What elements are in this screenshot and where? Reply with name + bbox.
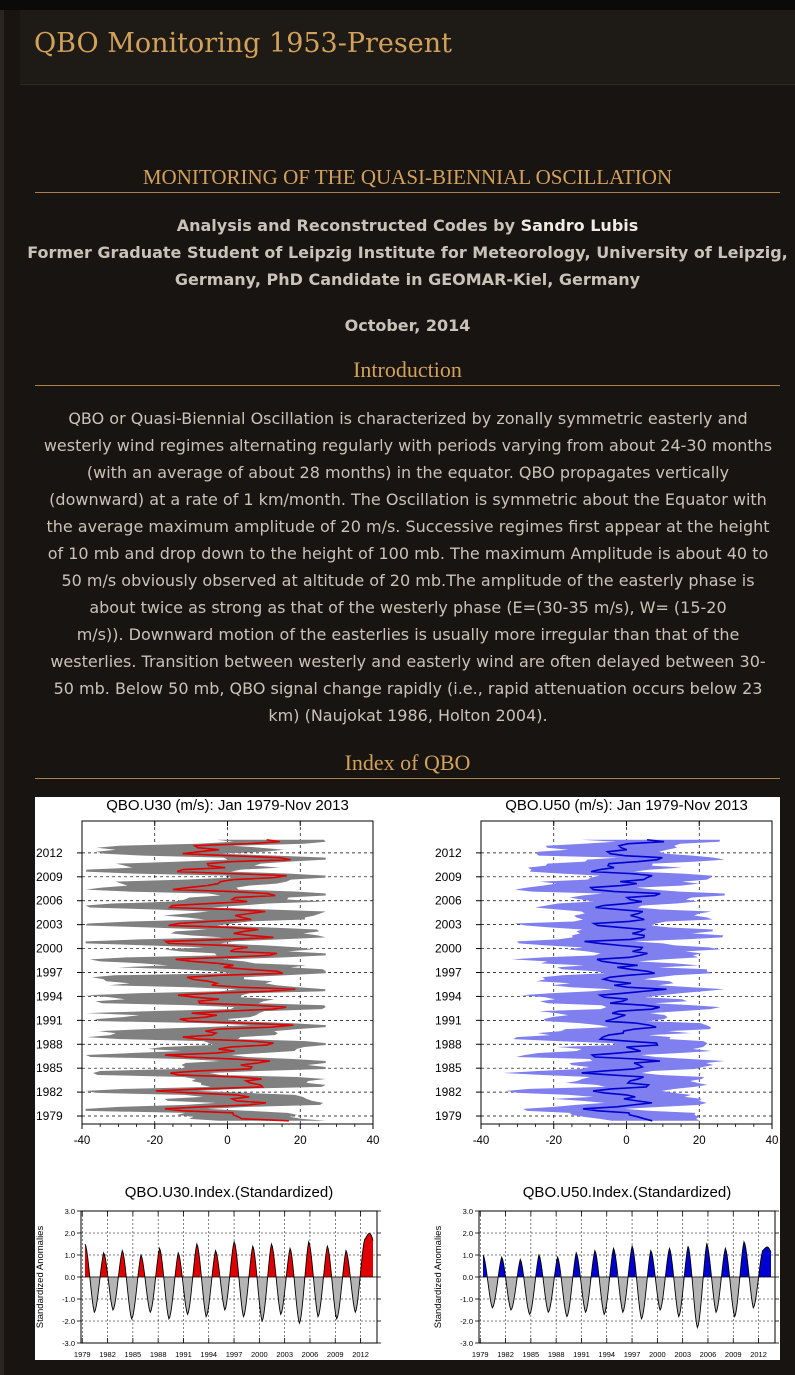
negative-area — [654, 1271, 664, 1310]
x-tick-label: 1985 — [124, 1350, 142, 1359]
site-header — [20, 10, 795, 85]
positive-area — [590, 1251, 598, 1285]
intro-line: of 10 mb and drop down to the height of 100 mb. The maximum Amplitude is about 40 to — [47, 544, 769, 563]
x-tick-label: 2009 — [326, 1350, 344, 1359]
negative-area — [599, 1273, 609, 1315]
x-tick-label: 1988 — [547, 1350, 565, 1359]
y-tick-label: 1991 — [435, 1013, 462, 1028]
y-tick-label: 0.0 — [462, 1273, 473, 1282]
negative-area — [673, 1272, 683, 1317]
y-tick-label: 2003 — [36, 917, 63, 932]
y-tick-label: -3.0 — [62, 1339, 75, 1348]
y-tick-label: 3.0 — [462, 1207, 473, 1216]
affiliation-line-2: Germany, PhD Candidate in GEOMAR-Kiel, Germany — [174, 270, 641, 289]
intro-line: westerlies. Transition between westerly and easterly wind are often delayed between 30- — [50, 652, 766, 671]
y-tick-label: 1988 — [435, 1037, 462, 1052]
positive-area — [248, 1246, 256, 1285]
y-tick-label: -1.0 — [460, 1295, 473, 1304]
x-tick-label: 1991 — [175, 1350, 192, 1359]
author-name: Sandro Lubis — [520, 216, 639, 235]
y-tick-label: 2009 — [36, 869, 63, 884]
negative-area — [107, 1272, 117, 1310]
x-tick-label: 1979 — [73, 1350, 91, 1359]
y-tick-label: 2012 — [36, 845, 63, 860]
y-tick-label: 2000 — [36, 941, 63, 956]
y-axis-label: Standardized Anomalies — [35, 1225, 46, 1329]
y-tick-label: 2.0 — [462, 1229, 473, 1238]
x-tick-label: 1982 — [497, 1350, 514, 1359]
x-tick-label: 1991 — [573, 1350, 590, 1359]
x-tick-label: 1997 — [623, 1350, 641, 1359]
y-tick-label: 2006 — [36, 893, 63, 908]
positive-area — [721, 1248, 729, 1283]
y-tick-label: -1.0 — [62, 1295, 75, 1304]
y-tick-label: 1991 — [36, 1013, 63, 1028]
main-title: MONITORING OF THE QUASI-BIENNIAL OSCILLATION — [35, 165, 780, 193]
introduction-paragraph — [34, 405, 782, 729]
positive-area — [285, 1248, 293, 1285]
qbo-figure-svg — [35, 797, 780, 1360]
x-tick-label: 40 — [765, 1135, 779, 1147]
y-tick-label: 1994 — [36, 989, 63, 1004]
positive-area — [609, 1248, 617, 1285]
intro-line: westerly wind regimes alternating regularly with periods varying from about 24-30 months — [43, 436, 773, 455]
x-tick-label: -20 — [146, 1135, 164, 1147]
x-tick-label: 2006 — [301, 1350, 319, 1359]
x-tick-label: 20 — [293, 1135, 307, 1147]
x-tick-label: 2000 — [251, 1350, 268, 1359]
y-tick-label: 1997 — [435, 965, 462, 980]
positive-area — [483, 1255, 487, 1277]
x-tick-label: 0 — [224, 1135, 231, 1147]
y-tick-label: 3.0 — [64, 1207, 75, 1216]
x-tick-label: 40 — [366, 1135, 380, 1147]
y-tick-label: 1.0 — [462, 1251, 473, 1260]
publication-date: October, 2014 — [344, 316, 471, 335]
x-tick-label: 1982 — [99, 1350, 116, 1359]
intro-line: (with an average of about 28 months) in the equator. QBO propagates vertically — [86, 463, 730, 482]
y-tick-label: 1.0 — [64, 1251, 75, 1260]
byline-prefix: Analysis and Reconstructed Codes by — [176, 216, 516, 235]
y-tick-label: -2.0 — [460, 1317, 473, 1326]
negative-area — [294, 1275, 304, 1324]
y-tick-label: 1988 — [36, 1037, 63, 1052]
intro-line: km) (Naujokat 1986, Holton 2004). — [268, 706, 548, 725]
y-axis-label: Standardized Anomalies — [433, 1225, 444, 1329]
intro-line: about twice as strong as that of the westerly phase (E=(30-35 m/s), W= (15-20 — [89, 598, 727, 617]
y-tick-label: 2006 — [435, 893, 462, 908]
x-tick-label: -20 — [545, 1135, 563, 1147]
x-tick-label: 20 — [692, 1135, 706, 1147]
y-tick-label: 1985 — [435, 1061, 462, 1076]
intro-line: 50 m/s obviously observed at altitude of 20 mb.The amplitude of the easterly phase is — [61, 571, 755, 590]
chart-title: QBO.U30.Index.(Standardized) — [124, 1184, 334, 1201]
negative-area — [256, 1272, 266, 1321]
positive-area — [323, 1246, 331, 1285]
qbo-figure — [35, 797, 780, 1360]
intro-line: the average maximum amplitude of 20 m/s. Successive regimes first appear at the height — [46, 517, 770, 536]
intro-line: (downward) at a rate of 1 km/month. The Oscillation is symmetric about the Equator with — [49, 490, 767, 509]
top-bar — [0, 0, 795, 10]
x-tick-label: 2003 — [276, 1350, 294, 1359]
x-tick-label: 2006 — [699, 1350, 717, 1359]
introduction-heading: Introduction — [35, 357, 780, 386]
x-tick-label: 2003 — [674, 1350, 692, 1359]
y-tick-label: 1997 — [36, 965, 63, 980]
y-tick-label: 2.0 — [64, 1229, 75, 1238]
site-title-link[interactable]: QBO Monitoring 1953-Present — [34, 28, 452, 59]
x-tick-label: 1994 — [598, 1350, 616, 1359]
spread-band — [503, 840, 725, 1121]
y-tick-label: 2012 — [435, 845, 462, 860]
x-tick-label: -40 — [472, 1135, 490, 1147]
y-tick-label: 1985 — [36, 1061, 63, 1076]
y-tick-label: 2009 — [435, 869, 462, 884]
x-tick-label: 2000 — [649, 1350, 666, 1359]
chart-title: QBO.U50 (m/s): Jan 1979-Nov 2013 — [505, 797, 748, 814]
negative-area — [617, 1270, 627, 1312]
x-tick-label: 2012 — [750, 1350, 767, 1359]
x-tick-label: 1979 — [471, 1350, 489, 1359]
positive-area — [118, 1251, 126, 1284]
y-tick-label: 2000 — [435, 941, 462, 956]
y-tick-label: 1982 — [435, 1085, 462, 1100]
x-tick-label: 1988 — [149, 1350, 167, 1359]
y-tick-label: -3.0 — [460, 1339, 473, 1348]
x-tick-label: 1985 — [522, 1350, 540, 1359]
y-tick-label: 1982 — [36, 1085, 63, 1100]
y-tick-label: 1979 — [36, 1109, 63, 1124]
x-tick-label: 2012 — [352, 1350, 369, 1359]
y-tick-label: 1979 — [435, 1109, 462, 1124]
intro-line: QBO or Quasi-Biennial Oscillation is characterized by zonally symmetric easterly and — [68, 409, 748, 428]
chart-title: QBO.U30 (m/s): Jan 1979-Nov 2013 — [106, 797, 349, 814]
y-tick-label: 0.0 — [64, 1273, 75, 1282]
index-heading: Index of QBO — [35, 750, 780, 779]
y-tick-label: 1994 — [435, 989, 462, 1004]
positive-area — [155, 1248, 163, 1283]
x-tick-label: 2009 — [724, 1350, 742, 1359]
intro-line: 50 mb. Below 50 mb, QBO signal change rapidly (i.e., rapid attenuation occurs below 23 — [53, 679, 763, 698]
byline-line — [20, 212, 795, 239]
y-tick-label: -2.0 — [62, 1317, 75, 1326]
y-tick-label: 2003 — [435, 917, 462, 932]
x-tick-label: -40 — [73, 1135, 91, 1147]
x-tick-label: 1997 — [225, 1350, 243, 1359]
chart-title: QBO.U50.Index.(Standardized) — [522, 1184, 732, 1201]
affiliation-line-1: Former Graduate Student of Leipzig Institute for Meteorology, University of Leipzig, — [27, 243, 788, 262]
x-tick-label: 0 — [623, 1135, 630, 1147]
intro-line: m/s)). Downward motion of the easterlies is usually more irregular than that of the — [76, 625, 740, 644]
left-border — [0, 10, 4, 1375]
x-tick-label: 1994 — [200, 1350, 218, 1359]
